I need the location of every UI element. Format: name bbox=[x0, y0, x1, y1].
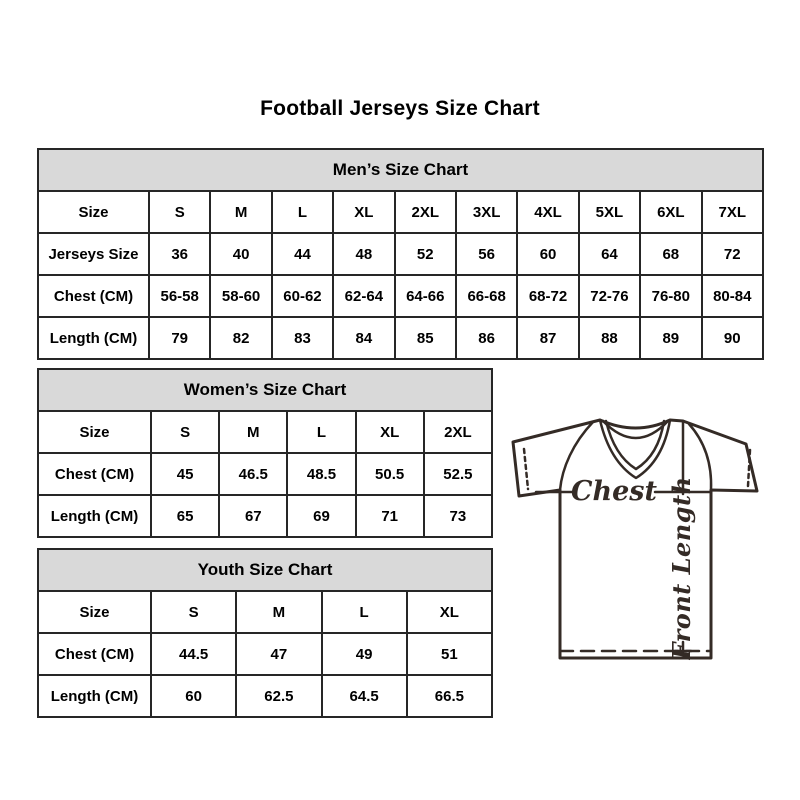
size-value-cell: L bbox=[287, 411, 355, 453]
size-value-cell: 71 bbox=[356, 495, 424, 537]
size-value-cell: 47 bbox=[236, 633, 321, 675]
size-value-cell: 4XL bbox=[517, 191, 578, 233]
table-row bbox=[38, 675, 492, 717]
size-value-cell: L bbox=[272, 191, 333, 233]
cuff-dashed-line-left bbox=[524, 449, 528, 489]
row-label: Jerseys Size bbox=[38, 233, 149, 275]
row-label: Size bbox=[38, 411, 151, 453]
size-value-cell: 83 bbox=[272, 317, 333, 359]
size-value-cell: 56 bbox=[456, 233, 517, 275]
size-value-cell: L bbox=[322, 591, 407, 633]
chest-label: Chest bbox=[571, 476, 657, 507]
size-value-cell: 44.5 bbox=[151, 633, 236, 675]
size-value-cell: 68 bbox=[640, 233, 701, 275]
row-label: Chest (CM) bbox=[38, 453, 151, 495]
table-row bbox=[38, 633, 492, 675]
size-value-cell: 82 bbox=[210, 317, 271, 359]
table-row bbox=[38, 591, 492, 633]
row-label: Length (CM) bbox=[38, 317, 149, 359]
row-label: Length (CM) bbox=[38, 495, 151, 537]
size-value-cell: 2XL bbox=[395, 191, 456, 233]
table-row bbox=[38, 453, 492, 495]
row-label: Size bbox=[38, 591, 151, 633]
size-value-cell: M bbox=[236, 591, 321, 633]
size-value-cell: 49 bbox=[322, 633, 407, 675]
mens-size-table bbox=[37, 148, 764, 360]
size-value-cell: 66-68 bbox=[456, 275, 517, 317]
size-value-cell: 67 bbox=[219, 495, 287, 537]
size-value-cell: 72-76 bbox=[579, 275, 640, 317]
size-value-cell: XL bbox=[333, 191, 394, 233]
size-value-cell: S bbox=[151, 591, 236, 633]
size-value-cell: M bbox=[219, 411, 287, 453]
table-title: Youth Size Chart bbox=[38, 549, 492, 591]
table-row bbox=[38, 191, 763, 233]
size-value-cell: XL bbox=[356, 411, 424, 453]
size-value-cell: 46.5 bbox=[219, 453, 287, 495]
row-label: Chest (CM) bbox=[38, 275, 149, 317]
size-value-cell: XL bbox=[407, 591, 492, 633]
size-value-cell: 48 bbox=[333, 233, 394, 275]
size-value-cell: M bbox=[210, 191, 271, 233]
size-value-cell: 64 bbox=[579, 233, 640, 275]
size-value-cell: 44 bbox=[272, 233, 333, 275]
size-value-cell: S bbox=[151, 411, 219, 453]
table-title-row bbox=[38, 369, 492, 411]
youth-size-table bbox=[37, 548, 493, 718]
size-value-cell: 7XL bbox=[702, 191, 763, 233]
table-row bbox=[38, 317, 763, 359]
size-value-cell: 36 bbox=[149, 233, 210, 275]
table-row bbox=[38, 495, 492, 537]
size-value-cell: 79 bbox=[149, 317, 210, 359]
size-value-cell: 76-80 bbox=[640, 275, 701, 317]
size-value-cell: 86 bbox=[456, 317, 517, 359]
size-value-cell: 90 bbox=[702, 317, 763, 359]
size-value-cell: 5XL bbox=[579, 191, 640, 233]
table-title-row bbox=[38, 549, 492, 591]
size-value-cell: 6XL bbox=[640, 191, 701, 233]
row-label: Length (CM) bbox=[38, 675, 151, 717]
womens-size-table bbox=[37, 368, 493, 538]
table-title-row bbox=[38, 149, 763, 191]
size-value-cell: 56-58 bbox=[149, 275, 210, 317]
size-value-cell: 65 bbox=[151, 495, 219, 537]
size-value-cell: 60 bbox=[151, 675, 236, 717]
front-length-label: Front Length bbox=[667, 476, 696, 660]
size-value-cell: 51 bbox=[407, 633, 492, 675]
size-value-cell: 80-84 bbox=[702, 275, 763, 317]
size-value-cell: 62-64 bbox=[333, 275, 394, 317]
size-value-cell: 72 bbox=[702, 233, 763, 275]
size-value-cell: 89 bbox=[640, 317, 701, 359]
table-row bbox=[38, 233, 763, 275]
size-value-cell: 68-72 bbox=[517, 275, 578, 317]
size-value-cell: S bbox=[149, 191, 210, 233]
size-value-cell: 52 bbox=[395, 233, 456, 275]
size-value-cell: 60 bbox=[517, 233, 578, 275]
size-value-cell: 62.5 bbox=[236, 675, 321, 717]
size-value-cell: 50.5 bbox=[356, 453, 424, 495]
size-value-cell: 40 bbox=[210, 233, 271, 275]
size-value-cell: 48.5 bbox=[287, 453, 355, 495]
jersey-outline-path bbox=[513, 420, 757, 658]
size-value-cell: 52.5 bbox=[424, 453, 492, 495]
page-title: Football Jerseys Size Chart bbox=[260, 97, 540, 120]
size-value-cell: 58-60 bbox=[210, 275, 271, 317]
size-value-cell: 73 bbox=[424, 495, 492, 537]
size-value-cell: 60-62 bbox=[272, 275, 333, 317]
size-value-cell: 66.5 bbox=[407, 675, 492, 717]
size-value-cell: 84 bbox=[333, 317, 394, 359]
jersey-measurement-diagram bbox=[503, 398, 773, 683]
size-value-cell: 64-66 bbox=[395, 275, 456, 317]
row-label: Size bbox=[38, 191, 149, 233]
size-value-cell: 45 bbox=[151, 453, 219, 495]
row-label: Chest (CM) bbox=[38, 633, 151, 675]
table-row bbox=[38, 275, 763, 317]
size-value-cell: 64.5 bbox=[322, 675, 407, 717]
size-value-cell: 85 bbox=[395, 317, 456, 359]
table-row bbox=[38, 411, 492, 453]
table-title: Women’s Size Chart bbox=[38, 369, 492, 411]
size-value-cell: 88 bbox=[579, 317, 640, 359]
table-title: Men’s Size Chart bbox=[38, 149, 763, 191]
size-value-cell: 87 bbox=[517, 317, 578, 359]
size-value-cell: 3XL bbox=[456, 191, 517, 233]
size-value-cell: 69 bbox=[287, 495, 355, 537]
size-value-cell: 2XL bbox=[424, 411, 492, 453]
